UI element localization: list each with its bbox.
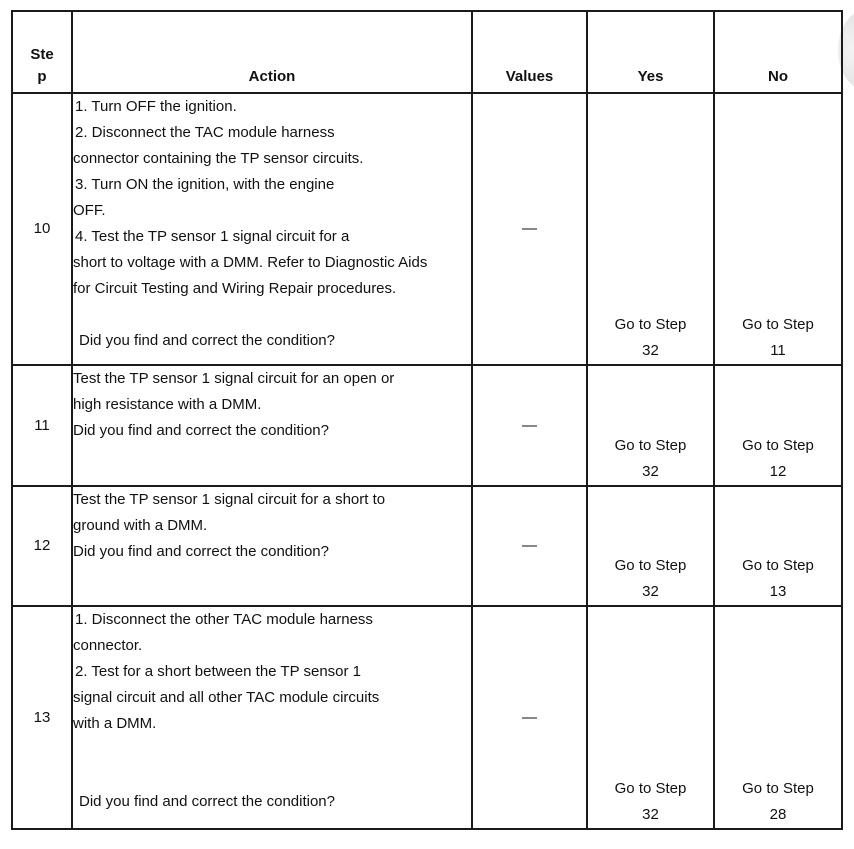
step-number: 13 xyxy=(12,606,72,829)
no-outcome xyxy=(714,93,842,365)
table-row xyxy=(12,365,842,486)
yes-outcome xyxy=(587,606,714,829)
action-line: 2. Test for a short between the TP sensor 1 xyxy=(75,663,362,680)
yes-goto-label: Go to Step xyxy=(614,316,687,333)
yes-outcome xyxy=(587,93,714,365)
yes-goto-step: 32 xyxy=(642,806,659,823)
table-row xyxy=(12,486,842,606)
values-cell: — xyxy=(472,93,587,365)
diagnostic-procedure-table xyxy=(11,10,843,830)
yes-goto-step: 32 xyxy=(642,342,659,359)
action-line: high resistance with a DMM. xyxy=(73,396,262,413)
no-goto-label: Go to Step xyxy=(742,557,814,574)
action-line: OFF. xyxy=(73,202,106,219)
action-line: for Circuit Testing and Wiring Repair procedures. xyxy=(73,280,397,297)
values-cell: — xyxy=(472,365,587,486)
action-line: signal circuit and all other TAC module circuits xyxy=(73,689,380,706)
table-row xyxy=(12,606,842,829)
values-cell: — xyxy=(472,486,587,606)
column-header-no: No xyxy=(714,11,842,93)
no-goto-step: 12 xyxy=(769,463,787,480)
action-instructions xyxy=(72,93,472,365)
yes-goto-step: 32 xyxy=(642,463,659,480)
no-goto-label: Go to Step xyxy=(742,316,814,333)
action-line: connector. xyxy=(73,637,143,654)
action-line: 3. Turn ON the ignition, with the engine xyxy=(75,176,335,193)
yes-goto-label: Go to Step xyxy=(614,437,687,454)
column-header-action: Action xyxy=(72,11,472,93)
action-line: Test the TP sensor 1 signal circuit for an open or xyxy=(73,370,395,387)
column-header-step: Step xyxy=(12,11,72,93)
column-header-yes: Yes xyxy=(587,11,714,93)
step-number: 11 xyxy=(12,365,72,486)
step-number: 10 xyxy=(12,93,72,365)
action-line: short to voltage with a DMM. Refer to Diagnostic Aids xyxy=(73,254,428,271)
yes-goto-label: Go to Step xyxy=(614,780,687,797)
table-header-row xyxy=(12,11,842,93)
yes-outcome xyxy=(587,486,714,606)
no-goto-step: 28 xyxy=(769,806,787,823)
action-question: Did you find and correct the condition? xyxy=(73,543,329,560)
action-line: 1. Disconnect the other TAC module harness xyxy=(75,611,373,628)
action-line: with a DMM. xyxy=(73,715,157,732)
action-line: 2. Disconnect the TAC module harness xyxy=(75,124,335,141)
action-line: connector containing the TP sensor circuits. xyxy=(73,150,364,167)
values-cell: — xyxy=(472,606,587,829)
yes-goto-label: Go to Step xyxy=(614,557,687,574)
action-instructions xyxy=(72,606,472,829)
column-header-values: Values xyxy=(472,11,587,93)
yes-goto-step: 32 xyxy=(642,583,659,600)
table-row xyxy=(12,93,842,365)
yes-outcome xyxy=(587,365,714,486)
no-goto-label: Go to Step xyxy=(742,780,814,797)
action-line: 4. Test the TP sensor 1 signal circuit for a xyxy=(75,228,350,245)
action-question: Did you find and correct the condition? xyxy=(73,422,329,439)
action-instructions xyxy=(72,365,472,486)
action-line: 1. Turn OFF the ignition. xyxy=(75,98,237,115)
no-goto-label: Go to Step xyxy=(742,437,814,454)
no-outcome xyxy=(714,606,842,829)
action-question: Did you find and correct the condition? xyxy=(79,332,335,349)
action-line: ground with a DMM. xyxy=(73,517,208,534)
no-goto-step: 13 xyxy=(769,583,787,600)
step-number: 12 xyxy=(12,486,72,606)
action-line: Test the TP sensor 1 signal circuit for a short to xyxy=(73,491,386,508)
no-goto-step: 11 xyxy=(770,342,786,359)
action-question: Did you find and correct the condition? xyxy=(79,793,335,810)
no-outcome xyxy=(714,365,842,486)
no-outcome xyxy=(714,486,842,606)
action-instructions xyxy=(72,486,472,606)
